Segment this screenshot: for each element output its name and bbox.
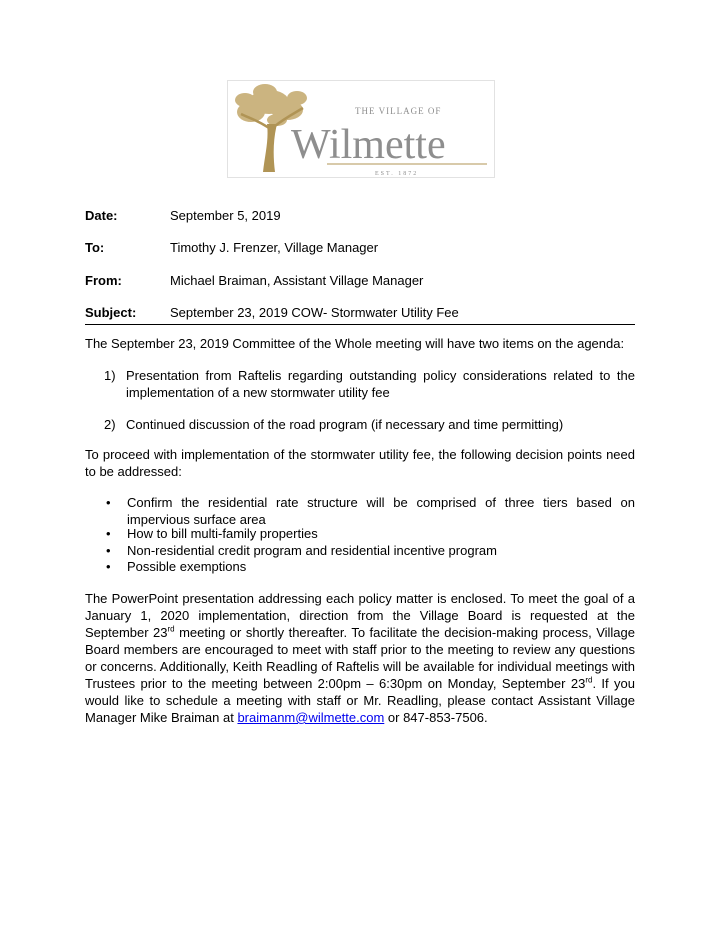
decision-item: • Confirm the residential rate structure will be comprised of three tiers based on impervious surface area xyxy=(106,495,635,527)
subject-value: September 23, 2019 COW- Stormwater Utility Fee xyxy=(170,305,459,320)
decision-item: • Possible exemptions xyxy=(106,559,247,574)
bullet-icon: • xyxy=(106,559,111,574)
from-value: Michael Braiman, Assistant Village Manager xyxy=(170,273,424,288)
date-value: September 5, 2019 xyxy=(170,208,281,223)
to-label: To: xyxy=(85,240,105,255)
decision-item: • How to bill multi-family properties xyxy=(106,526,318,541)
closing-paragraph: The PowerPoint presentation addressing each policy matter is enclosed. To meet the goal of a January 1, 2020 implementation, direction from the Village Board is requested at the September 23rd meeting or shortly thereafter. To facilitate the decision-making process, Village Board members are encouraged to meet with staff prior to the meeting to review any questions or concerns. Additionally, Keith Readling of Raftelis will be available for individual meetings with Trustees prior to the meeting between 2:00pm – 6:30pm on Monday, September 23rd. If you would like to schedule a meeting with staff or Mr. Readling, please contact Assistant Village Manager Mike Braiman at braimanm@wilmette.com or 847-853-7506. xyxy=(85,591,635,725)
logo-name: Wilmette xyxy=(291,122,446,168)
subject-label: Subject: xyxy=(85,305,137,320)
decision-item: • Non-residential credit program and residential incentive program xyxy=(106,543,497,558)
from-label: From: xyxy=(85,273,122,288)
header-divider xyxy=(85,324,635,325)
agenda-item-2 xyxy=(104,416,635,433)
decision-intro-paragraph: To proceed with implementation of the stormwater utility fee, the following decision points need to be addressed: xyxy=(85,447,635,479)
to-value: Timothy J. Frenzer, Village Manager xyxy=(170,240,379,255)
date-label: Date: xyxy=(85,208,118,223)
intro-paragraph: The September 23, 2019 Committee of the Whole meeting will have two items on the agenda: xyxy=(85,336,625,351)
bullet-icon: • xyxy=(106,526,111,541)
agenda-number: 2) xyxy=(104,417,116,432)
agenda-item-1 xyxy=(104,367,635,401)
agenda-text: Continued discussion of the road program (if necessary and time permitting) xyxy=(126,417,564,432)
logo-established: EST. 1872 xyxy=(375,171,419,177)
bullet-icon: • xyxy=(106,543,111,558)
bullet-icon: • xyxy=(106,495,111,510)
village-of-wilmette-logo xyxy=(227,80,495,178)
agenda-text: Presentation from Raftelis regarding outstanding policy considerations related to the implementation of a new stormwater utility fee xyxy=(126,368,635,400)
logo-tagline: THE VILLAGE OF xyxy=(355,106,442,116)
email-link[interactable]: braimanm@wilmette.com xyxy=(237,710,385,725)
agenda-number: 1) xyxy=(104,368,116,383)
